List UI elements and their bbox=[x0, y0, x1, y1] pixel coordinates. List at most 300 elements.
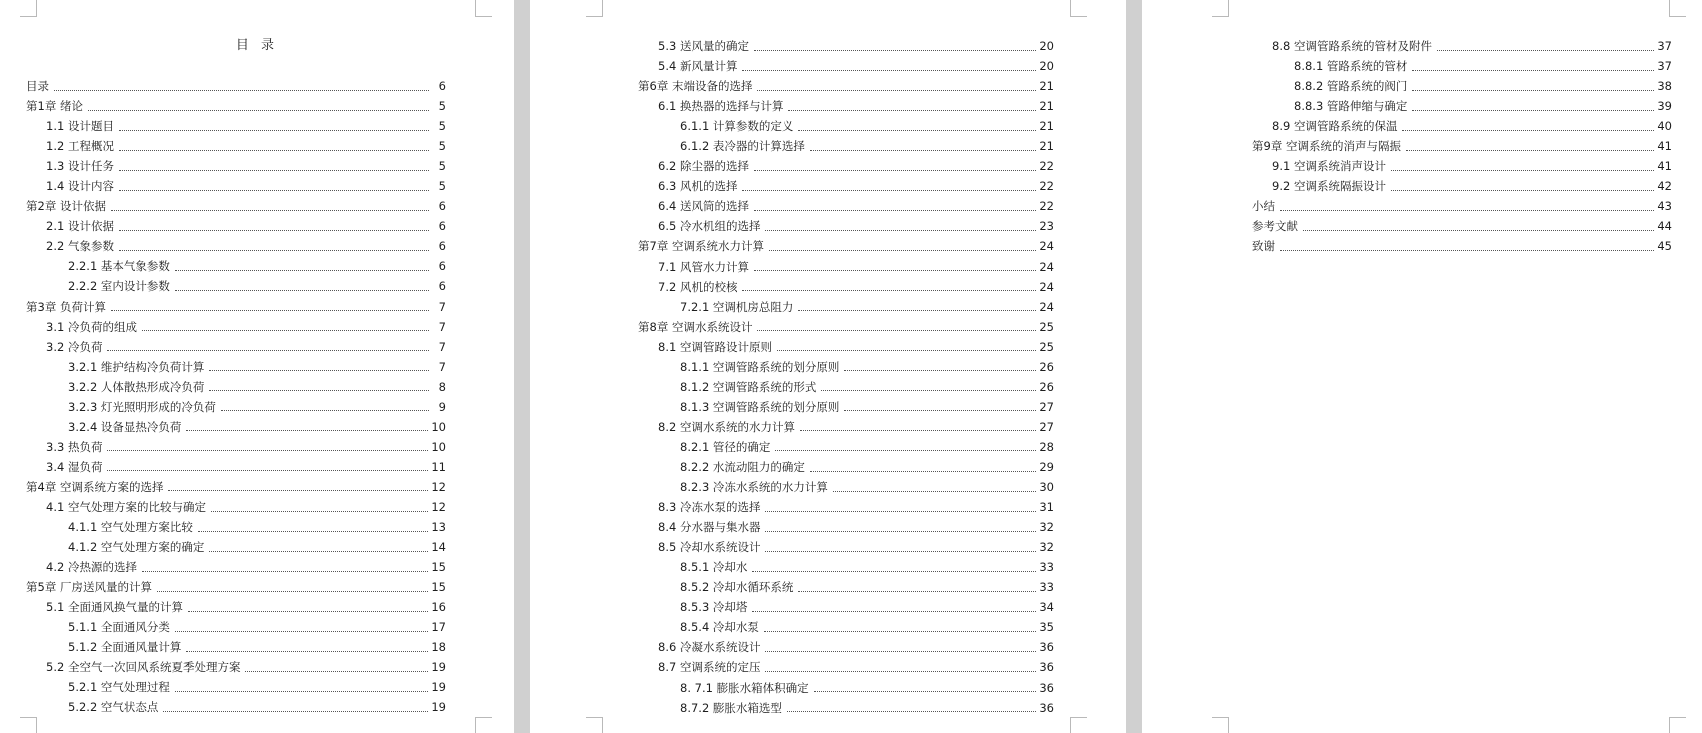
toc-page-number: 21 bbox=[1039, 99, 1054, 114]
toc-dot-leader bbox=[757, 90, 1036, 91]
toc-entry-title: 5.2 全空气一次回风系统夏季处理方案 bbox=[46, 660, 241, 675]
toc-page-number: 17 bbox=[431, 620, 446, 635]
toc-entry-title: 第1章 绪论 bbox=[26, 99, 83, 114]
toc-entry[interactable] bbox=[26, 377, 446, 397]
toc-page-number: 25 bbox=[1039, 339, 1054, 354]
toc-dot-leader bbox=[765, 551, 1036, 552]
toc-entry-title: 2.2 气象参数 bbox=[46, 239, 114, 254]
toc-entry-title: 3.2 冷负荷 bbox=[46, 339, 103, 354]
toc-entry-title: 5.3 送风量的确定 bbox=[658, 39, 749, 54]
toc-entry[interactable] bbox=[1252, 76, 1672, 96]
toc-page-number: 7 bbox=[438, 299, 446, 314]
toc-entry[interactable] bbox=[26, 557, 446, 577]
toc-entry-title: 2.2.2 室内设计参数 bbox=[68, 279, 170, 294]
toc-page-number: 26 bbox=[1039, 359, 1054, 374]
toc-dot-leader bbox=[798, 310, 1036, 311]
toc-entry[interactable] bbox=[638, 637, 1054, 657]
toc-entry-title: 4.1 空气处理方案的比较与确定 bbox=[46, 500, 206, 514]
toc-dot-leader bbox=[821, 390, 1036, 391]
toc-entry-title: 8.8 空调管路系统的管材及附件 bbox=[1272, 39, 1432, 54]
toc-entry-title: 7.1 风管水力计算 bbox=[658, 259, 749, 274]
toc-entry[interactable] bbox=[26, 397, 446, 417]
toc-entry[interactable] bbox=[638, 257, 1054, 277]
toc-entry-title: 8.8.2 管路系统的阀门 bbox=[1294, 79, 1408, 94]
toc-entry[interactable] bbox=[26, 517, 446, 537]
toc-page-number: 19 bbox=[431, 660, 446, 675]
toc-entry[interactable] bbox=[26, 677, 446, 697]
toc-entry-title: 1.4 设计内容 bbox=[46, 179, 114, 194]
toc-dot-leader bbox=[142, 330, 429, 331]
toc-entry[interactable] bbox=[26, 577, 446, 597]
toc-dot-leader bbox=[833, 491, 1036, 492]
toc-entry-title: 第5章 厂房送风量的计算 bbox=[26, 580, 152, 595]
toc-page-number: 12 bbox=[431, 500, 446, 514]
toc-dot-leader bbox=[175, 290, 429, 291]
toc-entry[interactable] bbox=[26, 657, 446, 677]
toc-entry[interactable] bbox=[638, 176, 1054, 196]
toc-entry-title: 第4章 空调系统方案的选择 bbox=[26, 479, 164, 494]
toc-entry-title: 目录 bbox=[26, 79, 49, 94]
toc-entry[interactable] bbox=[638, 457, 1054, 477]
toc-entry-title: 1.1 设计题目 bbox=[46, 119, 114, 134]
toc-page-number: 35 bbox=[1039, 620, 1054, 635]
toc-entry[interactable] bbox=[638, 297, 1054, 317]
toc-dot-leader bbox=[1391, 170, 1654, 171]
crop-mark bbox=[1669, 0, 1686, 17]
toc-page-number: 39 bbox=[1657, 99, 1672, 114]
toc-page-number: 33 bbox=[1039, 580, 1054, 595]
toc-entry[interactable] bbox=[26, 216, 446, 236]
toc-entry-title: 8. 7.1 膨胀水箱体积确定 bbox=[680, 680, 809, 695]
toc-page-number: 5 bbox=[438, 179, 446, 194]
toc-entry[interactable] bbox=[638, 437, 1054, 457]
toc-dot-leader bbox=[775, 450, 1036, 451]
toc-entry-title: 3.2.1 维护结构冷负荷计算 bbox=[68, 359, 205, 374]
toc-entry[interactable] bbox=[638, 517, 1054, 537]
toc-entry-title: 3.2.3 灯光照明形成的冷负荷 bbox=[68, 399, 216, 414]
toc-dot-leader bbox=[111, 210, 429, 211]
toc-page-number: 13 bbox=[431, 520, 446, 535]
toc-entry-title: 6.3 风机的选择 bbox=[658, 179, 738, 194]
toc-entry-title: 8.1.3 空调管路系统的划分原则 bbox=[680, 399, 840, 414]
toc-dot-leader bbox=[107, 470, 428, 471]
toc-page-number: 36 bbox=[1039, 700, 1054, 715]
toc-page-number: 37 bbox=[1657, 39, 1672, 54]
toc-entry[interactable] bbox=[1252, 156, 1672, 176]
toc-entry[interactable] bbox=[1252, 36, 1672, 56]
toc-dot-leader bbox=[1437, 50, 1654, 51]
toc-dot-leader bbox=[1391, 190, 1654, 191]
toc-entry[interactable] bbox=[26, 76, 446, 96]
toc-dot-leader bbox=[186, 651, 428, 652]
toc-page-number: 36 bbox=[1039, 660, 1054, 675]
toc-entry[interactable] bbox=[26, 597, 446, 617]
toc-dot-leader bbox=[175, 270, 429, 271]
toc-dot-leader bbox=[844, 370, 1036, 371]
toc-page-number: 19 bbox=[431, 700, 446, 715]
toc-page-number: 24 bbox=[1039, 299, 1054, 314]
toc-page-number: 5 bbox=[438, 119, 446, 134]
toc-page-number: 10 bbox=[431, 439, 446, 454]
toc-entry[interactable] bbox=[638, 357, 1054, 377]
toc-entry[interactable] bbox=[26, 537, 446, 557]
toc-page-number: 27 bbox=[1039, 419, 1054, 434]
toc-page-number: 5 bbox=[438, 139, 446, 154]
toc-entry-title: 8.6 冷凝水系统设计 bbox=[658, 640, 761, 655]
toc-dot-leader bbox=[764, 631, 1036, 632]
toc-entry[interactable] bbox=[638, 136, 1054, 156]
toc-dot-leader bbox=[754, 50, 1036, 51]
toc-page-number: 10 bbox=[431, 419, 446, 434]
toc-page-number: 36 bbox=[1039, 680, 1054, 695]
toc-entry[interactable] bbox=[638, 417, 1054, 437]
toc-entry-title: 8.5.4 冷却水泵 bbox=[680, 620, 759, 635]
toc-entry[interactable] bbox=[26, 437, 446, 457]
toc-dot-leader bbox=[810, 471, 1036, 472]
crop-mark bbox=[586, 717, 603, 733]
toc-entry-title: 8.1.2 空调管路系统的形式 bbox=[680, 379, 817, 394]
toc-entry[interactable] bbox=[638, 537, 1054, 557]
toc-entry-title: 6.2 除尘器的选择 bbox=[658, 159, 749, 174]
toc-dot-leader bbox=[209, 390, 429, 391]
toc-entry-title: 6.1.1 计算参数的定义 bbox=[680, 119, 794, 134]
toc-page-number: 22 bbox=[1039, 159, 1054, 174]
toc-page-number: 19 bbox=[431, 680, 446, 695]
toc-page-number: 12 bbox=[431, 479, 446, 494]
toc-page-number: 34 bbox=[1039, 600, 1054, 615]
toc-page-number: 32 bbox=[1039, 520, 1054, 535]
toc-entry-title: 1.3 设计任务 bbox=[46, 159, 114, 174]
toc-dot-leader bbox=[814, 691, 1037, 692]
toc-page-number: 15 bbox=[431, 560, 446, 575]
toc-entry[interactable] bbox=[1252, 96, 1672, 116]
toc-page-number: 6 bbox=[438, 79, 446, 94]
document-page-1 bbox=[0, 0, 514, 733]
toc-dot-leader bbox=[1402, 130, 1654, 131]
toc-entry[interactable] bbox=[26, 276, 446, 296]
toc-list bbox=[638, 36, 1054, 718]
toc-entry[interactable] bbox=[638, 597, 1054, 617]
crop-mark bbox=[1669, 717, 1686, 733]
toc-entry[interactable] bbox=[638, 337, 1054, 357]
toc-entry-title: 8.5.3 冷却塔 bbox=[680, 600, 748, 615]
toc-dot-leader bbox=[757, 330, 1036, 331]
toc-page-number: 20 bbox=[1039, 59, 1054, 74]
toc-dot-leader bbox=[209, 551, 428, 552]
toc-entry[interactable] bbox=[1252, 176, 1672, 196]
toc-page-number: 5 bbox=[438, 159, 446, 174]
toc-entry-title: 5.4 新风量计算 bbox=[658, 59, 738, 74]
toc-dot-leader bbox=[752, 571, 1036, 572]
toc-entry[interactable] bbox=[26, 697, 446, 717]
toc-entry-title: 8.2.2 水流动阻力的确定 bbox=[680, 460, 805, 474]
toc-entry-title: 6.1 换热器的选择与计算 bbox=[658, 99, 784, 114]
toc-entry-title: 参考文献 bbox=[1252, 219, 1298, 234]
toc-entry-title: 8.3 冷冻水泵的选择 bbox=[658, 500, 761, 515]
toc-entry[interactable] bbox=[638, 557, 1054, 577]
toc-entry[interactable] bbox=[26, 236, 446, 256]
toc-page-number: 14 bbox=[431, 540, 446, 555]
toc-entry[interactable] bbox=[1252, 116, 1672, 136]
toc-dot-leader bbox=[765, 230, 1036, 231]
toc-dot-leader bbox=[188, 611, 428, 612]
page-gutter bbox=[1126, 0, 1142, 733]
toc-entry[interactable] bbox=[26, 317, 446, 337]
toc-page-number: 21 bbox=[1039, 119, 1054, 134]
toc-dot-leader bbox=[211, 511, 428, 512]
toc-dot-leader bbox=[119, 190, 429, 191]
toc-entry[interactable] bbox=[638, 577, 1054, 597]
toc-entry-title: 1.2 工程概况 bbox=[46, 139, 114, 154]
toc-dot-leader bbox=[107, 450, 428, 451]
document-page-3 bbox=[1142, 0, 1702, 733]
toc-entry-title: 8.1 空调管路设计原则 bbox=[658, 339, 772, 354]
toc-dot-leader bbox=[769, 250, 1036, 251]
toc-dot-leader bbox=[221, 410, 429, 411]
toc-entry[interactable] bbox=[638, 678, 1054, 698]
toc-dot-leader bbox=[800, 430, 1036, 431]
toc-entry[interactable] bbox=[26, 457, 446, 477]
toc-entry-title: 6.5 冷水机组的选择 bbox=[658, 219, 761, 234]
toc-entry[interactable] bbox=[26, 337, 446, 357]
toc-entry[interactable] bbox=[1252, 56, 1672, 76]
toc-dot-leader bbox=[209, 370, 429, 371]
toc-page-number: 22 bbox=[1039, 199, 1054, 214]
toc-entry-title: 5.1.1 全面通风分类 bbox=[68, 620, 170, 635]
crop-mark bbox=[475, 717, 492, 733]
toc-dot-leader bbox=[754, 270, 1036, 271]
toc-entry[interactable] bbox=[26, 297, 446, 317]
toc-entry[interactable] bbox=[638, 76, 1054, 96]
toc-entry-title: 2.1 设计依据 bbox=[46, 219, 114, 234]
toc-entry-title: 7.2 风机的校核 bbox=[658, 279, 738, 294]
toc-page-number: 6 bbox=[438, 239, 446, 254]
toc-entry-title: 3.4 湿负荷 bbox=[46, 459, 103, 474]
toc-entry[interactable] bbox=[26, 357, 446, 377]
toc-page-number: 40 bbox=[1657, 119, 1672, 134]
toc-page-number: 25 bbox=[1039, 319, 1054, 334]
toc-entry[interactable] bbox=[638, 397, 1054, 417]
toc-entry-title: 4.2 冷热源的选择 bbox=[46, 560, 137, 575]
crop-mark bbox=[475, 0, 492, 17]
toc-dot-leader bbox=[765, 511, 1036, 512]
toc-entry[interactable] bbox=[638, 156, 1054, 176]
crop-mark bbox=[1212, 717, 1229, 733]
toc-entry[interactable] bbox=[1252, 216, 1672, 236]
toc-dot-leader bbox=[754, 210, 1036, 211]
toc-page-number: 32 bbox=[1039, 540, 1054, 555]
toc-entry-title: 4.1.2 空气处理方案的确定 bbox=[68, 540, 205, 555]
toc-dot-leader bbox=[742, 190, 1036, 191]
toc-entry[interactable] bbox=[638, 96, 1054, 116]
toc-dot-leader bbox=[198, 531, 428, 532]
page-gutter bbox=[514, 0, 530, 733]
toc-dot-leader bbox=[88, 110, 429, 111]
toc-page-number: 29 bbox=[1039, 460, 1054, 474]
toc-entry[interactable] bbox=[26, 617, 446, 637]
toc-entry-title: 8.8.1 管路系统的管材 bbox=[1294, 59, 1408, 74]
crop-mark bbox=[1212, 0, 1229, 17]
toc-entry[interactable] bbox=[638, 698, 1054, 718]
toc-entry-title: 3.2.4 设备显热冷负荷 bbox=[68, 419, 182, 434]
toc-page-number: 24 bbox=[1039, 279, 1054, 294]
toc-page-number: 45 bbox=[1657, 239, 1672, 254]
toc-dot-leader bbox=[119, 170, 429, 171]
toc-page-number: 16 bbox=[431, 600, 446, 615]
toc-page-number: 27 bbox=[1039, 399, 1054, 414]
toc-page-number: 43 bbox=[1657, 199, 1672, 214]
toc-entry[interactable] bbox=[1252, 196, 1672, 216]
toc-entry-title: 第6章 末端设备的选择 bbox=[638, 79, 753, 94]
toc-list bbox=[1252, 36, 1672, 257]
toc-dot-leader bbox=[157, 591, 428, 592]
toc-page-number: 23 bbox=[1039, 219, 1054, 234]
toc-page-number: 5 bbox=[438, 99, 446, 114]
toc-page-number: 42 bbox=[1657, 179, 1672, 194]
toc-entry[interactable] bbox=[26, 497, 446, 517]
toc-entry-title: 4.1.1 空气处理方案比较 bbox=[68, 520, 193, 535]
toc-page-number: 7 bbox=[438, 359, 446, 374]
toc-dot-leader bbox=[765, 671, 1036, 672]
toc-dot-leader bbox=[752, 611, 1036, 612]
toc-entry-title: 致谢 bbox=[1252, 239, 1275, 254]
toc-page-number: 9 bbox=[438, 399, 446, 414]
toc-entry-title: 第8章 空调水系统设计 bbox=[638, 319, 753, 334]
toc-page-number: 20 bbox=[1039, 39, 1054, 54]
toc-page-number: 21 bbox=[1039, 79, 1054, 94]
toc-entry-title: 5.1 全面通风换气量的计算 bbox=[46, 600, 183, 615]
toc-page-number: 24 bbox=[1039, 259, 1054, 274]
toc-entry-title: 5.2.1 空气处理过程 bbox=[68, 680, 170, 695]
toc-page-number: 6 bbox=[438, 219, 446, 234]
toc-entry[interactable] bbox=[26, 196, 446, 216]
toc-page-number: 15 bbox=[431, 580, 446, 595]
toc-dot-leader bbox=[119, 130, 429, 131]
toc-entry-title: 8.5.1 冷却水 bbox=[680, 560, 748, 575]
toc-entry[interactable] bbox=[638, 36, 1054, 56]
toc-dot-leader bbox=[119, 150, 429, 151]
toc-entry[interactable] bbox=[26, 96, 446, 116]
toc-entry[interactable] bbox=[638, 116, 1054, 136]
toc-entry-title: 2.2.1 基本气象参数 bbox=[68, 259, 170, 274]
toc-entry[interactable] bbox=[26, 156, 446, 176]
toc-page-number: 7 bbox=[438, 319, 446, 334]
toc-dot-leader bbox=[175, 631, 428, 632]
toc-entry[interactable] bbox=[638, 497, 1054, 517]
toc-entry-title: 8.7 空调系统的定压 bbox=[658, 660, 761, 675]
toc-entry-title: 3.2.2 人体散热形成冷负荷 bbox=[68, 379, 205, 394]
toc-dot-leader bbox=[844, 410, 1036, 411]
toc-dot-leader bbox=[810, 150, 1036, 151]
toc-entry-title: 第9章 空调系统的消声与隔振 bbox=[1252, 139, 1401, 154]
toc-dot-leader bbox=[798, 591, 1036, 592]
toc-dot-leader bbox=[1412, 110, 1654, 111]
toc-entry-title: 8.2 空调水系统的水力计算 bbox=[658, 419, 795, 434]
toc-entry[interactable] bbox=[638, 657, 1054, 677]
toc-entry-title: 3.3 热负荷 bbox=[46, 439, 103, 454]
toc-dot-leader bbox=[788, 110, 1036, 111]
toc-entry[interactable] bbox=[638, 317, 1054, 337]
toc-entry[interactable] bbox=[26, 176, 446, 196]
toc-entry-title: 第2章 设计依据 bbox=[26, 199, 106, 214]
toc-heading: 目 录 bbox=[235, 38, 279, 53]
toc-entry-title: 小结 bbox=[1252, 199, 1275, 214]
toc-dot-leader bbox=[119, 230, 429, 231]
toc-entry-title: 7.2.1 空调机房总阻力 bbox=[680, 299, 794, 314]
toc-dot-leader bbox=[186, 430, 428, 431]
toc-entry-title: 8.4 分水器与集水器 bbox=[658, 520, 761, 535]
toc-entry-title: 9.1 空调系统消声设计 bbox=[1272, 159, 1386, 174]
crop-mark bbox=[20, 0, 37, 17]
toc-dot-leader bbox=[1406, 150, 1654, 151]
toc-entry-title: 8.5 冷却水系统设计 bbox=[658, 540, 761, 555]
toc-page-number: 41 bbox=[1657, 159, 1672, 174]
toc-dot-leader bbox=[142, 571, 428, 572]
toc-dot-leader bbox=[742, 290, 1036, 291]
toc-entry-title: 5.1.2 全面通风量计算 bbox=[68, 640, 182, 655]
toc-dot-leader bbox=[787, 711, 1036, 712]
toc-entry[interactable] bbox=[26, 136, 446, 156]
toc-dot-leader bbox=[742, 70, 1036, 71]
toc-list bbox=[26, 76, 446, 718]
toc-dot-leader bbox=[119, 250, 429, 251]
toc-entry[interactable] bbox=[638, 277, 1054, 297]
toc-page-number: 18 bbox=[431, 640, 446, 655]
crop-mark bbox=[586, 0, 603, 17]
toc-page-number: 24 bbox=[1039, 239, 1054, 254]
toc-entry-title: 8.8.3 管路伸缩与确定 bbox=[1294, 99, 1408, 114]
toc-dot-leader bbox=[777, 350, 1036, 351]
toc-entry[interactable] bbox=[638, 196, 1054, 216]
toc-page-number: 6 bbox=[438, 199, 446, 214]
toc-entry[interactable] bbox=[638, 377, 1054, 397]
toc-entry-title: 8.2.1 管径的确定 bbox=[680, 439, 771, 454]
toc-entry[interactable] bbox=[638, 617, 1054, 637]
toc-dot-leader bbox=[163, 711, 428, 712]
toc-dot-leader bbox=[107, 350, 429, 351]
toc-page-number: 8 bbox=[438, 379, 446, 394]
toc-entry-title: 6.4 送风筒的选择 bbox=[658, 199, 749, 214]
toc-page-number: 36 bbox=[1039, 640, 1054, 655]
toc-entry[interactable] bbox=[26, 477, 446, 497]
toc-entry[interactable] bbox=[1252, 236, 1672, 256]
toc-entry[interactable] bbox=[26, 637, 446, 657]
toc-entry-title: 第7章 空调系统水力计算 bbox=[638, 239, 764, 254]
toc-entry[interactable] bbox=[638, 236, 1054, 256]
toc-entry-title: 6.1.2 表冷器的计算选择 bbox=[680, 139, 805, 154]
toc-entry-title: 8.5.2 冷却水循环系统 bbox=[680, 580, 794, 595]
toc-dot-leader bbox=[754, 170, 1036, 171]
toc-dot-leader bbox=[168, 490, 428, 491]
toc-entry[interactable] bbox=[26, 417, 446, 437]
toc-entry[interactable] bbox=[1252, 136, 1672, 156]
toc-entry-title: 8.7.2 膨胀水箱选型 bbox=[680, 700, 782, 715]
toc-dot-leader bbox=[1412, 90, 1654, 91]
toc-page-number: 31 bbox=[1039, 500, 1054, 515]
toc-entry[interactable] bbox=[638, 56, 1054, 76]
toc-page-number: 44 bbox=[1657, 219, 1672, 234]
toc-entry[interactable] bbox=[638, 216, 1054, 236]
toc-entry-title: 8.1.1 空调管路系统的划分原则 bbox=[680, 359, 840, 374]
toc-page-number: 7 bbox=[438, 339, 446, 354]
toc-dot-leader bbox=[765, 651, 1036, 652]
toc-dot-leader bbox=[245, 671, 428, 672]
toc-entry[interactable] bbox=[26, 116, 446, 136]
toc-page-number: 22 bbox=[1039, 179, 1054, 194]
toc-entry[interactable] bbox=[26, 256, 446, 276]
toc-entry[interactable] bbox=[638, 477, 1054, 497]
toc-page-number: 6 bbox=[438, 259, 446, 274]
